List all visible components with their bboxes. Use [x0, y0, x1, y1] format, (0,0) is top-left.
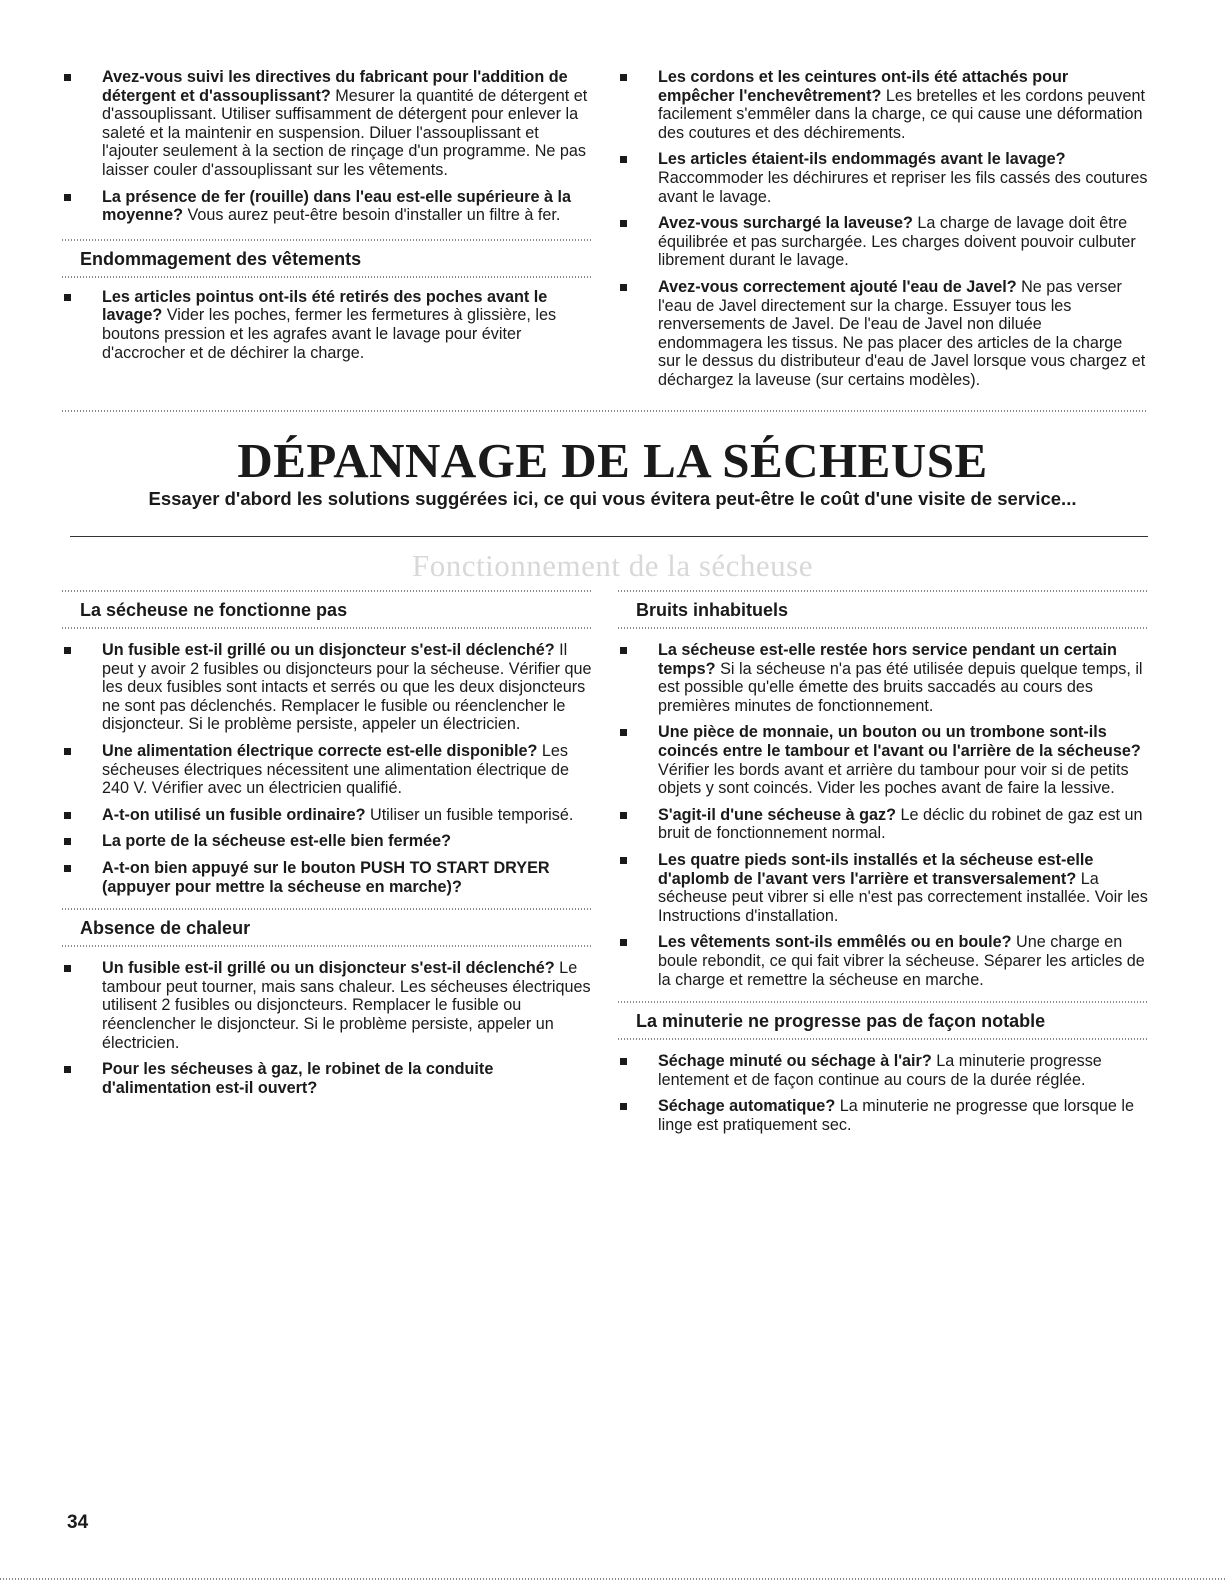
list-item: Une pièce de monnaie, un bouton ou un trombone sont-ils coincés entre le tambour et l'avant ou l'arrière de la sécheuse? Vérifier les bords avant et arrière du tambour pour voir si de petits objets y sont coincés. Vider les poches avant de faire la lessive. [618, 723, 1148, 797]
bullet-icon [64, 812, 71, 819]
bullet-icon [64, 647, 71, 654]
subheading: La sécheuse ne fonctionne pas [80, 600, 348, 620]
list-item: Séchage minuté ou séchage à l'air? La minuterie progresse lentement et de façon continue au cours de la durée réglée. [618, 1052, 1148, 1089]
top-left-column [62, 68, 592, 370]
divider [62, 908, 592, 910]
bullet-icon [64, 74, 71, 81]
page-subtitle: Essayer d'abord les solutions suggérées ici, ce qui vous évitera peut-être le coût d'une visite de service... [148, 488, 1077, 509]
divider [70, 536, 1148, 537]
list-item: Les articles étaient-ils endommagés avant le lavage? Raccommoder les déchirures et repriser les fils cassés des coutures avant le lavage. [618, 150, 1148, 206]
list-item: Séchage automatique? La minuterie ne progresse que lorsque le linge est pratiquement sec. [618, 1097, 1148, 1134]
divider [62, 276, 592, 278]
divider [62, 239, 592, 241]
list-item: Les articles pointus ont-ils été retirés des poches avant le lavage? Vider les poches, fermer les fermetures à glissière, les boutons pression et les agrafes avant le lavage pour éviter d'accrocher et de déchirer la charge. [62, 288, 592, 362]
divider [62, 410, 1148, 412]
list-item: S'agit-il d'une sécheuse à gaz? Le déclic du robinet de gaz est un bruit de fonctionnement normal. [618, 806, 1148, 843]
bullet-icon [64, 965, 71, 972]
bullet-icon [620, 156, 627, 163]
bullet-icon [64, 865, 71, 872]
bullet-icon [620, 1103, 627, 1110]
list-item: Les vêtements sont-ils emmêlés ou en boule? Une charge en boule rebondit, ce qui fait vibrer la sécheuse. Séparer les articles de la charge et remettre la sécheuse en marche. [618, 933, 1148, 989]
lower-right-column [618, 590, 1148, 1142]
list-item: Avez-vous surchargé la laveuse? La charge de lavage doit être équilibrée et pas surchargée. Les charges doivent pouvoir culbuter librement durant le lavage. [618, 214, 1148, 270]
list-item: La porte de la sécheuse est-elle bien fermée? [62, 832, 592, 851]
divider [62, 590, 592, 592]
list-item: Un fusible est-il grillé ou un disjoncteur s'est-il déclenché? Il peut y avoir 2 fusibles ou disjoncteurs pour la sécheuse. Vérifier que les deux fusibles sont intacts et serrés ou que les deux disjoncteurs ne sont pas déclenchés. Remplacer le fusible ou réenclencher le disjoncteur. Si le problème persiste, appeler un électricien. [62, 641, 592, 734]
bullet-icon [620, 729, 627, 736]
bullet-icon [620, 812, 627, 819]
subheading: Absence de chaleur [80, 918, 251, 939]
page-number: 34 [67, 1512, 89, 1533]
list-item: La présence de fer (rouille) dans l'eau est-elle supérieure à la moyenne? Vous aurez peut-être besoin d'installer un filtre à fer. [62, 188, 592, 225]
subheading: La minuterie ne progresse pas de façon notable [636, 1011, 1046, 1032]
divider [0, 1578, 1225, 1580]
list-item: Une alimentation électrique correcte est-elle disponible? Les sécheuses électriques nécessitent une alimentation électrique de 240 V. Vérifier avec un électricien qualifié. [62, 742, 592, 798]
top-right-column [618, 68, 1148, 398]
list-item: Avez-vous correctement ajouté l'eau de Javel? Ne pas verser l'eau de Javel directement sur la charge. Essuyer tous les renversements de Javel. De l'eau de Javel non diluée endommagera les tissus. Ne pas placer des articles de la charge sur le dessus du distributeur d'eau de Javel lorsque vous chargez et déchargez la laveuse (sur certains modèles). [618, 278, 1148, 390]
bullet-icon [620, 939, 627, 946]
divider [618, 1038, 1148, 1040]
subheading: Bruits inhabituels [636, 600, 789, 620]
lower-left-column [62, 590, 592, 1105]
list-item: A-t-on bien appuyé sur le bouton PUSH TO START DRYER (appuyer pour mettre la sécheuse en marche)? [62, 859, 592, 896]
list-item: Pour les sécheuses à gaz, le robinet de la conduite d'alimentation est-il ouvert? [62, 1060, 592, 1097]
divider [618, 1001, 1148, 1003]
page-title: DÉPANNAGE DE LA SÉCHEUSE [237, 433, 988, 488]
bullet-icon [620, 220, 627, 227]
section-heading: Fonctionnement de la sécheuse [411, 548, 814, 583]
bullet-icon [620, 1058, 627, 1065]
list-item: Les quatre pieds sont-ils installés et la sécheuse est-elle d'aplomb de l'avant vers l'arrière et transversalement? La sécheuse peut vibrer si elle n'est pas correctement installée. Voir les Instructions d'installation. [618, 851, 1148, 925]
subheading: Endommagement des vêtements [80, 248, 362, 269]
bullet-icon [620, 647, 627, 654]
divider [618, 627, 1148, 629]
bullet-icon [64, 748, 71, 755]
list-item: Avez-vous suivi les directives du fabricant pour l'addition de détergent et d'assouplissant? Mesurer la quantité de détergent et d'assouplissant. Utiliser suffisamment de détergent pour enlever la saleté et la maintenir en suspension. Diluer l'assouplissant et l'ajouter seulement à la section de rinçage d'un programme. Ne pas laisser couler d'assouplissant sur les vêtements. [62, 68, 592, 180]
bullet-icon [64, 294, 71, 301]
bullet-icon [64, 838, 71, 845]
list-item: Les cordons et les ceintures ont-ils été attachés pour empêcher l'enchevêtrement? Les bretelles et les cordons peuvent facilement s'emmêler dans la charge, ce qui cause une déformation des coutures et des déchirements. [618, 68, 1148, 142]
divider [62, 627, 592, 629]
list-item: A-t-on utilisé un fusible ordinaire? Utiliser un fusible temporisé. [62, 806, 592, 825]
bullet-icon [620, 74, 627, 81]
bullet-icon [64, 1066, 71, 1073]
item-list [62, 68, 592, 225]
bullet-icon [64, 194, 71, 201]
bullet-icon [620, 857, 627, 864]
list-item: La sécheuse est-elle restée hors service pendant un certain temps? Si la sécheuse n'a pas été utilisée depuis quelque temps, il est possible qu'elle émette des bruits saccadés au cours des premières minutes de fonctionnement. [618, 641, 1148, 715]
divider [62, 945, 592, 947]
list-item: Un fusible est-il grillé ou un disjoncteur s'est-il déclenché? Le tambour peut tourner, mais sans chaleur. Les sécheuses électriques utilisent 2 fusibles ou disjoncteurs. Remplacer le fusible ou réenclencher le disjoncteur. Si le problème persiste, appeler un électricien. [62, 959, 592, 1052]
divider [618, 590, 1148, 592]
bullet-icon [620, 284, 627, 291]
